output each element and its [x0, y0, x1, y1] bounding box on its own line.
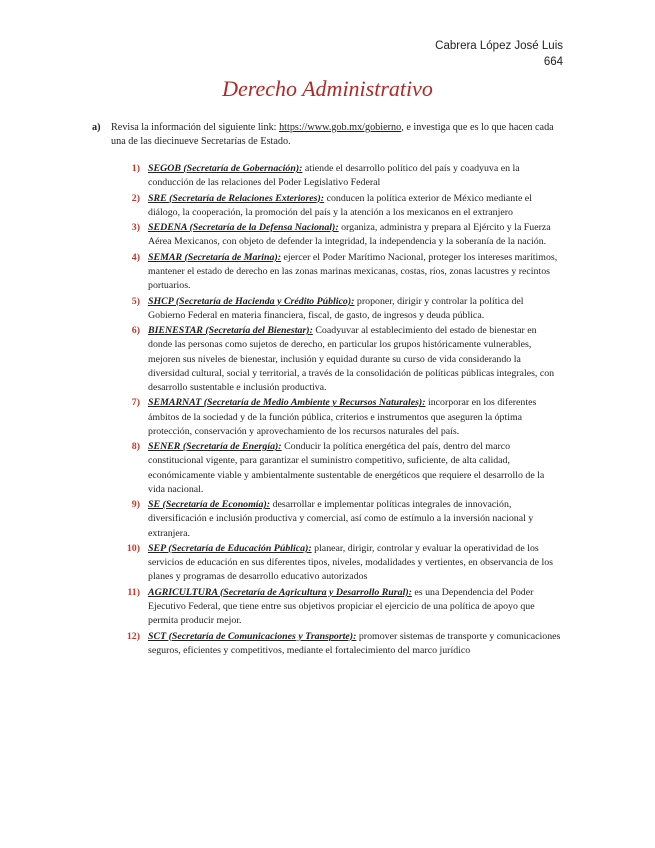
item-text: ejercer el Poder Marítimo Nacional, proteger los intereses marítimos, mantener el estado de derecho en las zonas marinas mexicanas, costas, ríos, zonas lacustres y recintos portuarios. [148, 251, 558, 292]
question-letter: a) [92, 122, 101, 133]
list-item [110, 498, 562, 541]
list-item [110, 542, 562, 585]
item-name: SEGOB (Secretaría de Gobernación): [148, 163, 303, 174]
author-number: 664 [543, 56, 563, 68]
item-name: SEDENA (Secretaría de la Defensa Nacional): [148, 222, 339, 234]
item-number: 2) [131, 192, 140, 204]
list-item [110, 162, 562, 190]
item-text: proponer, dirigir y controlar la política del Gobierno Federal en materia financiera, fiscal, de gasto, de ingresos y deuda pública. [148, 295, 524, 321]
item-number: 1) [131, 163, 140, 174]
question-text [111, 121, 564, 149]
item-text: incorporar en los diferentes ámbitos de la sociedad y de la función pública, criterios e instrumentos que aseguren la óptima protección, conservación y aprovechamiento de los recursos naturales del país. [148, 397, 537, 437]
item-text: planear, dirigir, controlar y evaluar la operatividad de los servicios de educación en sus diferentes tipos, niveles, modalidades y vertientes, en observancia de los planes y programas de desarrollo educativo autorizados [148, 542, 554, 583]
item-name: SEP (Secretaría de Educación Pública): [148, 542, 312, 554]
item-name: SENER (Secretaría de Energía): [148, 441, 282, 453]
item-text: Conducir la política energética del país, dentro del marco constitucional vigente, para garantizar el suministro competitivo, suficiente, de alta calidad, económicamente viable y ambientalmente sustentable de energéticos que requiere el desarrollo de la vida nacional. [148, 441, 545, 495]
item-number: 12) [126, 630, 140, 642]
item-number: 3) [131, 222, 140, 234]
list-item [110, 440, 562, 497]
item-text: organiza, administra y prepara al Ejército y la Fuerza Aérea Mexicanos, con objeto de defender la integridad, la independencia y la soberanía de la nación. [148, 222, 551, 248]
list-item [110, 630, 562, 658]
item-name: SCT (Secretaría de Comunicaciones y Transporte): [148, 630, 357, 642]
list-item [110, 192, 562, 220]
question-text-before: Revisa la información del siguiente link: [111, 122, 280, 133]
list-item [110, 586, 562, 629]
item-text: atiende el desarrollo político del país y coadyuva en la conducción de las relaciones del Poder Legislativo Federal [148, 163, 520, 189]
list-item [110, 221, 562, 249]
item-text: Coadyuvar al establecimiento del estado de bienestar en donde las personas como sujetos de derecho, en particular los grupos históricamente vulnerables, mejoren sus niveles de bienestar, inclusión y equidad durante su curso de vida considerando la diversidad cultural, social y territorial, a través de la consolidación de políticas públicas integrales, con desarrollo sustentable e inclusión productiva. [148, 325, 555, 393]
list-item [110, 396, 562, 439]
item-name: SE (Secretaría de Economía): [148, 499, 271, 511]
question-a [92, 121, 564, 149]
item-number: 7) [131, 397, 140, 409]
item-number: 9) [131, 499, 140, 511]
item-number: 10) [126, 542, 140, 554]
item-name: SRE (Secretaría de Relaciones Exteriores): [148, 192, 325, 204]
item-name: SHCP (Secretaría de Hacienda y Crédito Público): [148, 295, 355, 307]
item-number: 6) [131, 325, 140, 337]
item-text: desarrollar e implementar políticas integrales de innovación, diversificación e inclusión productiva y comercial, así como de estímulo a la inversión nacional y extranjera. [148, 499, 534, 539]
document-title: Derecho Administrativo [222, 76, 433, 101]
author-name: Cabrera López José Luis [435, 40, 563, 52]
item-text: promover sistemas de transporte y comunicaciones seguros, eficientes y competitivos, mediante el fortalecimiento del marco jurídico [148, 630, 561, 656]
question-text-after: , e investiga que es lo que hacen cada una de las diecinueve Secretarías de Estado. [111, 122, 554, 147]
item-number: 8) [131, 441, 140, 453]
list-item [110, 324, 562, 395]
item-number: 4) [131, 251, 140, 263]
list-item [110, 251, 562, 294]
gobierno-link[interactable]: https://www.gob.mx/gobierno [279, 122, 402, 133]
item-number: 5) [131, 295, 140, 307]
item-text: es una Dependencia del Poder Ejecutivo Federal, que tiene entre sus objetivos propiciar el ejercicio de una política de apoyo que permita producir mejor. [148, 586, 535, 627]
item-name: SEMARNAT (Secretaría de Medio Ambiente y Recursos Naturales): [148, 397, 426, 409]
item-name: AGRICULTURA (Secretaría de Agricultura y Desarrollo Rural): [148, 586, 412, 598]
list-item [110, 295, 562, 323]
item-name: BIENESTAR (Secretaría del Bienestar): [148, 325, 313, 337]
author-block [435, 38, 563, 70]
secretarias-list [110, 162, 562, 659]
item-text: conducen la política exterior de México mediante el diálogo, la cooperación, la promoción del país y la atención a los mexicanos en el extranjero [148, 192, 532, 218]
item-name: SEMAR (Secretaría de Marina): [148, 251, 282, 263]
item-number: 11) [127, 586, 140, 598]
